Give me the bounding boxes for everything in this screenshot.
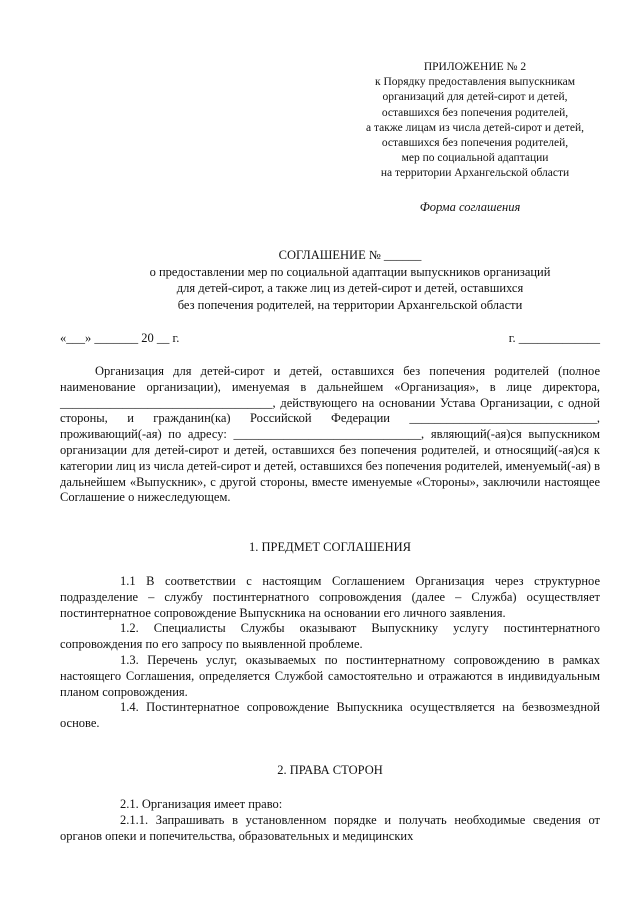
section2-item: 2.1. Организация имеет право: [120, 797, 283, 811]
appendix-line: на территории Архангельской области [380, 167, 570, 180]
section1-body [60, 574, 600, 732]
appendix-line: к Порядку предоставления выпускникам [374, 76, 576, 89]
section1-item: 1.1 В соответствии с настоящим Соглашением Организация через структурное подразделение – службу постинтернатного сопровождения (далее – Служба) осуществляет постинтернатное сопровождение Выпускника на основании его личного заявления. [60, 574, 600, 620]
agreement-subtitle-line: о предоставлении мер по социальной адаптации выпускников организаций [149, 264, 551, 279]
appendix-line: ПРИЛОЖЕНИЕ № 2 [423, 61, 527, 73]
agreement-title: СОГЛАШЕНИЕ № ______ [278, 248, 422, 262]
intro-paragraph: Организация для детей-сирот и детей, оставшихся без попечения родителей (полное наименование организации), именуемая в дальнейшем «Организация», в лице директора, __________________________________, действующего на основании Устава Организации, с одной стороны, и гражданин(ка) Российской Федерации ______________________________, проживающий(-ая) по адресу: ______________________________, являющий(-ая)ся выпускником организации для детей-сирот и детей, оставшихся без попечения родителей, и относящий(-ая)ся к категории лиц из числа детей-сирот и детей, оставшихся без попечения родителей, именуемый(-ая) в дальнейшем «Выпускник», с другой стороны, вместе именуемые «Стороны», заключили настоящее Соглашение о нижеследующем. [60, 364, 600, 505]
date-city-line [60, 331, 600, 346]
form-title: Форма соглашения [419, 200, 521, 214]
appendix-line: оставшихся без попечения родителей, [381, 137, 569, 150]
appendix-line: мер по социальной адаптации [401, 152, 549, 165]
agreement-title-block [60, 247, 640, 313]
appendix-line: а также лицам из числа детей-сирот и детей, [366, 121, 584, 134]
section2-item: 2.1.1. Запрашивать в установленном порядке и получать необходимые сведения от органов опеки и попечительства, образовательных и медицинских [60, 812, 600, 843]
section1-item: 1.3. Перечень услуг, оказываемых по постинтернатному сопровождению в рамках настоящего Соглашения, определяется Службой самостоятельно и отражаются в индивидуальным планом сопровождения. [60, 652, 600, 699]
agreement-subtitle-line: без попечения родителей, на территории Архангельской области [177, 297, 523, 312]
section2-heading: 2. ПРАВА СТОРОН [277, 763, 383, 777]
appendix-line: оставшихся без попечения родителей, [381, 106, 569, 119]
appendix-header [340, 60, 610, 182]
section1-heading: 1. ПРЕДМЕТ СОГЛАШЕНИЯ [249, 540, 411, 554]
agreement-date: «___» _______ 20 __ г. [60, 331, 180, 345]
section1-item: 1.2. Специалисты Службы оказывают Выпускнику услугу постинтернатного сопровождения по его запросу по выявленной проблеме. [60, 621, 600, 652]
agreement-subtitle-line: для детей-сирот, а также лиц из детей-сирот и детей, оставшихся [176, 281, 524, 295]
intro-block [60, 364, 600, 506]
agreement-city: г. _____________ [508, 331, 600, 345]
appendix-line: организаций для детей-сирот и детей, [382, 91, 568, 104]
section1-item: 1.4. Постинтернатное сопровождение Выпускника осуществляется на безвозмездной основе. [60, 700, 600, 731]
section2-body [60, 797, 600, 844]
